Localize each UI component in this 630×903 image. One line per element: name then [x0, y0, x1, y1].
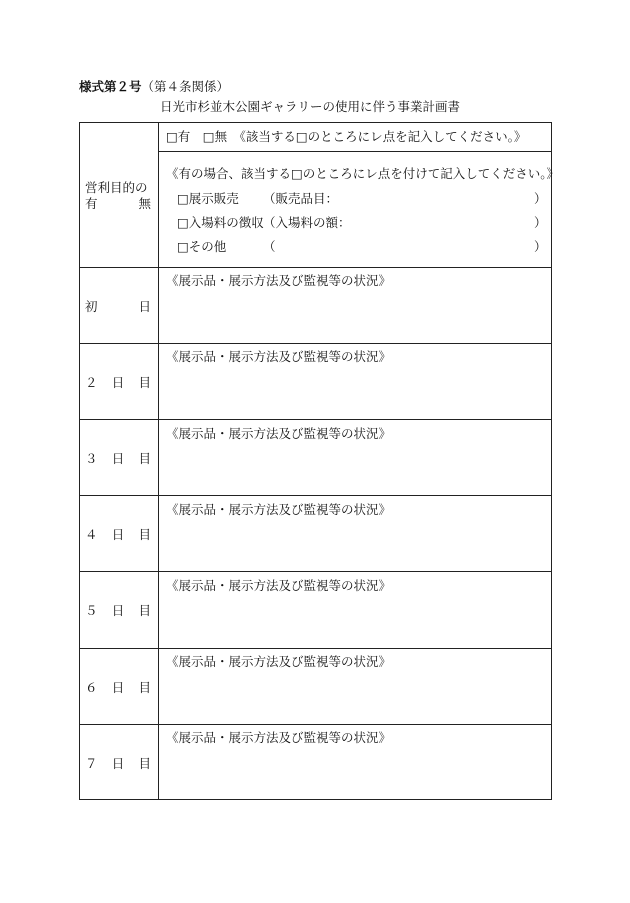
- form-header: [79, 79, 229, 95]
- day-6-label-char: 日: [111, 680, 125, 695]
- profit-label-no: 無: [138, 196, 151, 211]
- day-5-label-char: 日: [111, 603, 125, 618]
- day-2-label-char: 目: [138, 375, 151, 390]
- day-1-label-char: 初: [85, 299, 98, 314]
- day-7-label-char: ７: [85, 756, 98, 771]
- row-divider: [80, 724, 551, 725]
- day-3-label-char: ３: [85, 451, 98, 466]
- day-7-label-char: 日: [111, 756, 125, 771]
- day-1-note[interactable]: 《展示品・展示方法及び監視等の状況》: [166, 273, 392, 288]
- day-7-label: [85, 756, 151, 772]
- row-divider: [158, 151, 551, 152]
- day-6-note[interactable]: 《展示品・展示方法及び監視等の状況》: [166, 654, 392, 669]
- day-5-note[interactable]: 《展示品・展示方法及び監視等の状況》: [166, 578, 392, 593]
- profit-label-line2: [85, 196, 151, 212]
- profit-choice-line[interactable]: □有 □無 《該当する□のところにレ点を記入してください。》: [166, 129, 527, 144]
- day-4-label-char: ４: [85, 527, 98, 542]
- day-7-label-char: 目: [138, 756, 151, 771]
- day-3-note[interactable]: 《展示品・展示方法及び監視等の状況》: [166, 426, 392, 441]
- row-divider: [80, 267, 551, 268]
- day-1-label: [85, 299, 151, 315]
- form-number: 様式第２号: [79, 79, 142, 94]
- item-exhibit-sale-detail[interactable]: （販売品目：: [263, 191, 339, 206]
- profit-instruction: 《有の場合、該当する□のところにレ点を付けて記入してください。》: [166, 166, 560, 181]
- item-entry-fee-checkbox[interactable]: □入場料の徴収: [177, 215, 264, 230]
- item-other-detail[interactable]: （: [263, 239, 276, 254]
- day-4-label: [85, 527, 151, 543]
- day-5-label-char: ５: [85, 603, 98, 618]
- document-title: 日光市杉並木公園ギャラリーの使用に伴う事業計画書: [160, 99, 461, 114]
- item-other-checkbox[interactable]: □その他: [177, 239, 227, 254]
- related-article: （第４条関係）: [141, 79, 230, 94]
- day-3-label-char: 日: [111, 451, 125, 466]
- day-5-label-char: 目: [138, 603, 151, 618]
- day-1-label-char: 日: [138, 299, 151, 314]
- day-4-note[interactable]: 《展示品・展示方法及び監視等の状況》: [166, 502, 392, 517]
- row-divider: [80, 571, 551, 572]
- row-divider: [80, 648, 551, 649]
- plan-table: [79, 122, 560, 800]
- day-2-label-char: ２: [85, 375, 98, 390]
- row-divider: [80, 343, 551, 344]
- day-4-label-char: 目: [138, 527, 151, 542]
- day-6-label-char: 目: [138, 680, 151, 695]
- item-entry-fee-detail[interactable]: （入場料の額：: [263, 215, 351, 230]
- profit-label-line1: 営利目的の: [85, 180, 148, 195]
- item-exhibit-sale-close: ）: [534, 191, 547, 206]
- row-divider: [80, 495, 551, 496]
- day-3-label-char: 目: [138, 451, 151, 466]
- day-2-label-char: 日: [111, 375, 125, 390]
- day-2-note[interactable]: 《展示品・展示方法及び監視等の状況》: [166, 349, 392, 364]
- profit-label-yes: 有: [85, 196, 98, 211]
- day-5-label: [85, 603, 151, 619]
- item-entry-fee-close: ）: [534, 215, 547, 230]
- column-divider: [158, 123, 159, 799]
- day-6-label: [85, 680, 151, 696]
- day-2-label: [85, 375, 151, 391]
- day-3-label: [85, 451, 151, 467]
- item-exhibit-sale-checkbox[interactable]: □展示販売: [177, 191, 239, 206]
- day-7-note[interactable]: 《展示品・展示方法及び監視等の状況》: [166, 730, 392, 745]
- day-6-label-char: ６: [85, 680, 98, 695]
- item-other-close: ）: [534, 239, 547, 254]
- row-divider: [80, 419, 551, 420]
- day-4-label-char: 日: [111, 527, 125, 542]
